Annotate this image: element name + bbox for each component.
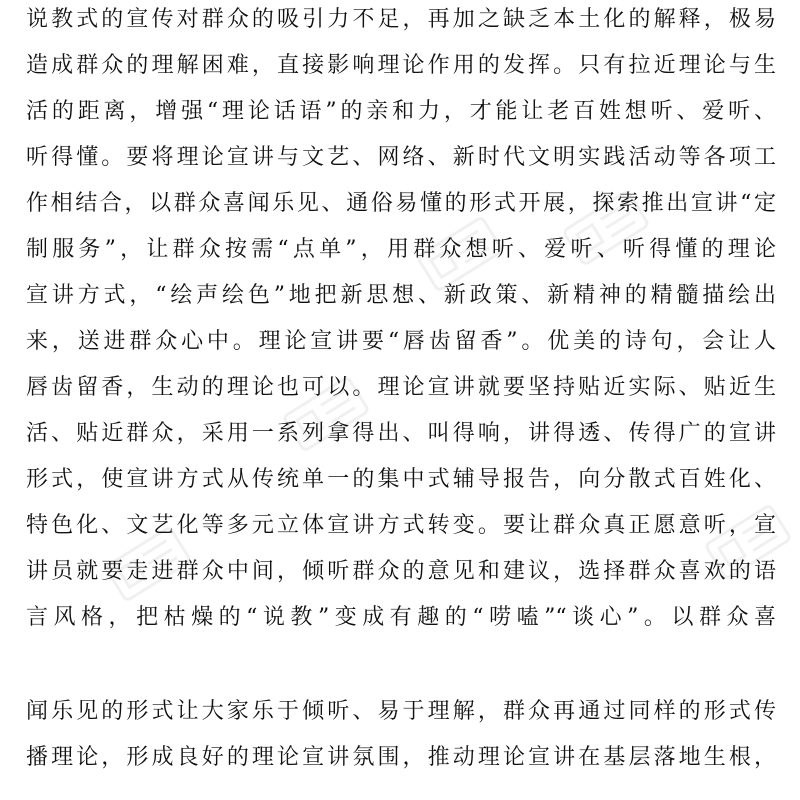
text-line: 宣讲方式，“绘声绘色”地把新思想、新政策、新精神的精髓描绘出: [26, 283, 776, 308]
text-line: 闻乐见的形式让大家乐于倾听、易于理解，群众再通过同样的形式传: [26, 699, 776, 724]
text-line: 来，送进群众心中。理论宣讲要“唇齿留香”。优美的诗句，会让人: [26, 329, 776, 354]
text-line: 说教式的宣传对群众的吸引力不足，再加之缺乏本土化的解释，极易: [26, 7, 776, 32]
text-line: 形式，使宣讲方式从传统单一的集中式辅导报告，向分散式百姓化、: [26, 467, 776, 492]
text-line: 制服务”，让群众按需“点单”，用群众想听、爱听、听得懂的理论: [26, 237, 776, 262]
text-line: 特色化、文艺化等多元立体宣讲方式转变。要让群众真正愿意听，宣: [26, 513, 776, 538]
text-line: 播理论，形成良好的理论宣讲氛围，推动理论宣讲在基层落地生根，: [26, 745, 776, 770]
text-line: 听得懂。要将理论宣讲与文艺、网络、新时代文明实践活动等各项工: [26, 145, 776, 170]
text-line: 唇齿留香，生动的理论也可以。理论宣讲就要坚持贴近实际、贴近生: [26, 375, 776, 400]
text-line: 活、贴近群众，采用一系列拿得出、叫得响，讲得透、传得广的宣讲: [26, 421, 776, 446]
text-line: 言风格，把枯燥的“说教”变成有趣的“唠嗑”“谈心”。以群众喜: [26, 605, 776, 630]
text-line: 造成群众的理解困难，直接影响理论作用的发挥。只有拉近理论与生: [26, 53, 776, 78]
text-line: 活的距离，增强“理论话语”的亲和力，才能让老百姓想听、爱听、: [26, 99, 776, 124]
text-line: 作相结合，以群众喜闻乐见、通俗易懂的形式开展，探索推出宣讲“定: [26, 191, 776, 216]
text-line: 讲员就要走进群众中间，倾听群众的意见和建议，选择群众喜欢的语: [26, 559, 776, 584]
